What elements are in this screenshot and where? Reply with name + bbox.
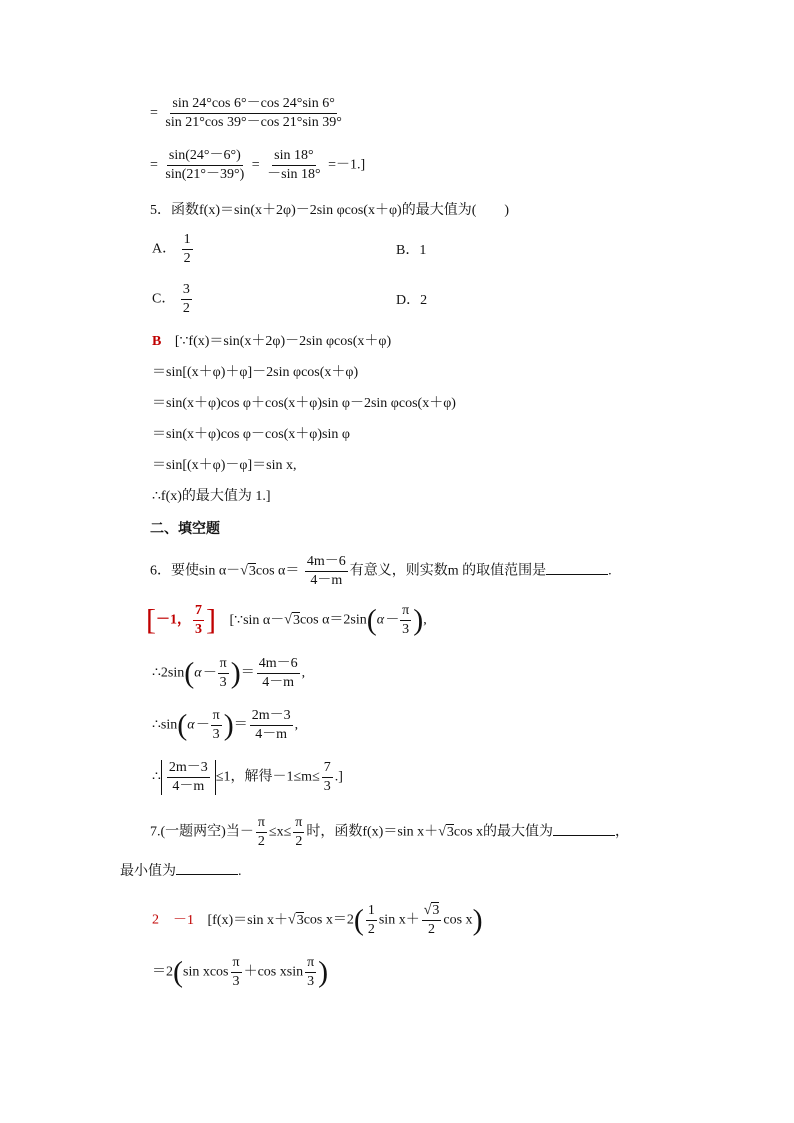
- solution-text: α－: [194, 665, 216, 681]
- q6-solution-3: [152, 708, 298, 743]
- q7-solution-1: [152, 903, 483, 938]
- denominator: 4－m: [262, 675, 295, 690]
- denominator: 3: [323, 779, 331, 794]
- denominator: 2: [428, 922, 436, 937]
- numerator: π: [256, 815, 267, 833]
- q5-stem: 5．函数f(x)＝sin(x＋2φ)－2sin φcos(x＋φ)的最大值为( ): [150, 203, 510, 218]
- numerator: 1: [182, 232, 193, 250]
- denominator: 2: [182, 301, 190, 316]
- q7-solution-2: [152, 955, 328, 990]
- upper-bound-fraction: [322, 760, 333, 795]
- sqrt-radicand: 3: [292, 612, 300, 628]
- q6-solution-2: [152, 656, 305, 691]
- sqrt3-over-2: [422, 903, 442, 938]
- answer-blank[interactable]: [546, 562, 608, 575]
- equals-sign: =: [251, 157, 260, 173]
- pi-over-3: [400, 603, 411, 638]
- paren-close: ): [223, 708, 234, 742]
- q5-solution-5: ＝sin[(x＋φ)－φ]＝sin x,: [152, 458, 297, 473]
- solution-text: cos x＝2: [303, 912, 354, 928]
- paren-open: (: [177, 708, 188, 742]
- option-fraction: [182, 232, 193, 267]
- solution-text: ,: [423, 612, 427, 628]
- sqrt-symbol: √: [438, 824, 446, 840]
- answer-bracket-close: ]: [206, 603, 216, 637]
- equals-sign: ＝: [233, 717, 248, 733]
- sqrt-radicand: 3: [296, 912, 304, 928]
- absolute-value: [161, 760, 216, 795]
- q5-option-c: [152, 282, 194, 317]
- numerator: 4m－6: [305, 554, 348, 572]
- numerator: π: [400, 603, 411, 621]
- q6-solution-1: [146, 603, 427, 638]
- paren-open: (: [173, 955, 183, 989]
- denominator: 3: [402, 622, 410, 637]
- q5-option-b: B．1: [396, 243, 427, 258]
- solution-text: [f(x)＝sin x＋: [207, 912, 288, 928]
- denominator: 3: [307, 974, 315, 989]
- paren-close: ): [472, 903, 483, 937]
- solution-fraction: [167, 760, 210, 795]
- option-fraction: [181, 282, 192, 317]
- denominator: sin 21°cos 39°－cos 21°sin 39°: [165, 115, 342, 130]
- fraction-1: [163, 148, 246, 183]
- pi-over-3: [218, 656, 229, 691]
- stem-text: 时，函数f(x)＝sin x＋: [306, 824, 439, 840]
- stem-fraction: [305, 554, 348, 589]
- solution-text: ,: [301, 665, 306, 681]
- denominator: 4－m: [310, 573, 343, 588]
- fraction-2: [265, 148, 322, 183]
- option-label: A．: [152, 241, 177, 257]
- solution-text: sin xcos: [183, 964, 229, 980]
- solution-fraction: [257, 656, 300, 691]
- denominator: 3: [195, 622, 202, 637]
- sqrt-radicand: 3: [248, 563, 256, 579]
- step-line-2: [150, 148, 365, 183]
- q5-solution-4: ＝sin(x＋φ)cos φ－cos(x＋φ)sin φ: [152, 427, 350, 442]
- numerator: 4m－6: [257, 656, 300, 674]
- result-text: =－1.]: [328, 157, 366, 173]
- numerator: 1: [366, 903, 377, 921]
- stem-text: .: [238, 864, 242, 879]
- answer-blank-min[interactable]: [176, 862, 238, 875]
- numerator: π: [211, 708, 222, 726]
- q6-stem: [150, 554, 612, 589]
- q5-option-a: [152, 232, 195, 267]
- denominator: 2: [295, 834, 303, 849]
- option-label: C．: [152, 291, 176, 307]
- answer-letter: B: [152, 334, 162, 349]
- answer-min: －1: [173, 912, 194, 928]
- section-heading: 二、填空题: [150, 520, 220, 536]
- stem-text: .: [608, 563, 612, 579]
- numerator: sin 24°cos 6°－cos 24°sin 6°: [170, 96, 336, 114]
- denominator: －sin 18°: [267, 167, 321, 182]
- denominator: 3: [212, 727, 220, 742]
- sqrt-symbol: √: [284, 612, 292, 628]
- equals-sign: =: [150, 157, 158, 173]
- sqrt-symbol: √: [240, 563, 248, 579]
- equals-sign: =: [150, 105, 158, 121]
- step-line-1: [150, 96, 346, 131]
- one-half: [366, 903, 377, 938]
- solution-text: .]: [334, 769, 343, 785]
- solution-text: cos x: [443, 912, 473, 928]
- numerator: 2m－3: [250, 708, 293, 726]
- paren-open: (: [366, 603, 377, 637]
- solution-text: α－: [376, 612, 399, 628]
- paren-close: ): [230, 656, 241, 690]
- sqrt-radicand: 3: [432, 903, 440, 918]
- stem-text: 最小值为: [120, 864, 176, 879]
- solution-text: sin x＋: [378, 912, 420, 928]
- solution-text: α－: [187, 717, 209, 733]
- solution-text: ,: [294, 717, 299, 733]
- paren-open: (: [184, 656, 195, 690]
- q7-stem-line-2: [120, 862, 242, 881]
- q5-solution-1: [152, 333, 391, 351]
- answer-max: 2: [152, 912, 159, 928]
- q6-solution-4: [152, 760, 343, 795]
- denominator: 3: [219, 675, 227, 690]
- q7-stem: [150, 815, 629, 850]
- numerator: π: [218, 656, 229, 674]
- stem-text: cos x的最大值为: [453, 824, 554, 840]
- solution-text: [∵sin α－: [229, 612, 285, 628]
- pi-over-3: [305, 955, 316, 990]
- numerator: [422, 903, 442, 921]
- denominator: 3: [232, 974, 240, 989]
- numerator: 7: [193, 603, 204, 621]
- pi-over-3: [231, 955, 242, 990]
- pi-over-3: [211, 708, 222, 743]
- sqrt-symbol: √: [288, 912, 296, 928]
- pi-over-2: [256, 815, 267, 850]
- solution-text: ∴: [152, 769, 161, 785]
- pi-over-2: [293, 815, 304, 850]
- answer-lower: －1，: [156, 612, 191, 628]
- numerator: 7: [322, 760, 333, 778]
- q5-solution-6: ∴f(x)的最大值为 1.]: [152, 489, 271, 504]
- q5-solution-3: ＝sin(x＋φ)cos φ＋cos(x＋φ)sin φ－2sin φcos(x＋φ): [152, 396, 456, 411]
- sqrt-radicand: 3: [446, 824, 454, 840]
- numerator: sin(24°－6°): [167, 148, 243, 166]
- solution-text: [∵f(x)＝sin(x＋2φ)－2sin φcos(x＋φ): [174, 334, 392, 349]
- solution-text: ＋cos xsin: [243, 964, 304, 980]
- q5-option-d: D．2: [396, 293, 428, 308]
- paren-close: ): [318, 955, 329, 989]
- solution-fraction: [250, 708, 293, 743]
- q5-solution-2: ＝sin[(x＋φ)＋φ]－2sin φcos(x＋φ): [152, 365, 359, 380]
- numerator: π: [293, 815, 304, 833]
- paren-open: (: [353, 903, 364, 937]
- solution-text: ∴sin: [152, 717, 178, 733]
- answer-bracket-open: [: [146, 603, 156, 637]
- numerator: sin 18°: [272, 148, 315, 166]
- numerator: π: [305, 955, 316, 973]
- stem-text: 有意义，则实数m 的取值范围是: [349, 563, 547, 579]
- denominator: 2: [183, 251, 191, 266]
- denominator: 2: [257, 834, 265, 849]
- stem-text: ，: [615, 824, 630, 840]
- paren-close: ): [413, 603, 424, 637]
- equals-sign: ＝: [240, 665, 255, 681]
- fraction: [163, 96, 343, 131]
- solution-text: ≤1，解得－1≤m≤: [215, 769, 320, 785]
- numerator: 3: [181, 282, 192, 300]
- numerator: π: [231, 955, 242, 973]
- denominator: sin(21°－39°): [165, 167, 245, 182]
- answer-blank-max[interactable]: [553, 823, 615, 836]
- sqrt-symbol: √: [423, 903, 432, 918]
- solution-text: cos α＝2sin: [299, 612, 367, 628]
- solution-text: ∴2sin: [152, 665, 185, 681]
- denominator: 4－m: [255, 727, 288, 742]
- stem-text: cos α＝: [255, 563, 300, 579]
- stem-text: ≤x≤: [268, 824, 292, 840]
- numerator: 2m－3: [167, 760, 210, 778]
- denominator: 2: [367, 922, 375, 937]
- solution-text: ＝2: [152, 964, 173, 980]
- stem-text: 6．要使sin α－: [150, 563, 241, 579]
- denominator: 4－m: [172, 779, 205, 794]
- answer-fraction: [193, 603, 204, 638]
- stem-text: 7.(一题两空)当－: [150, 824, 254, 840]
